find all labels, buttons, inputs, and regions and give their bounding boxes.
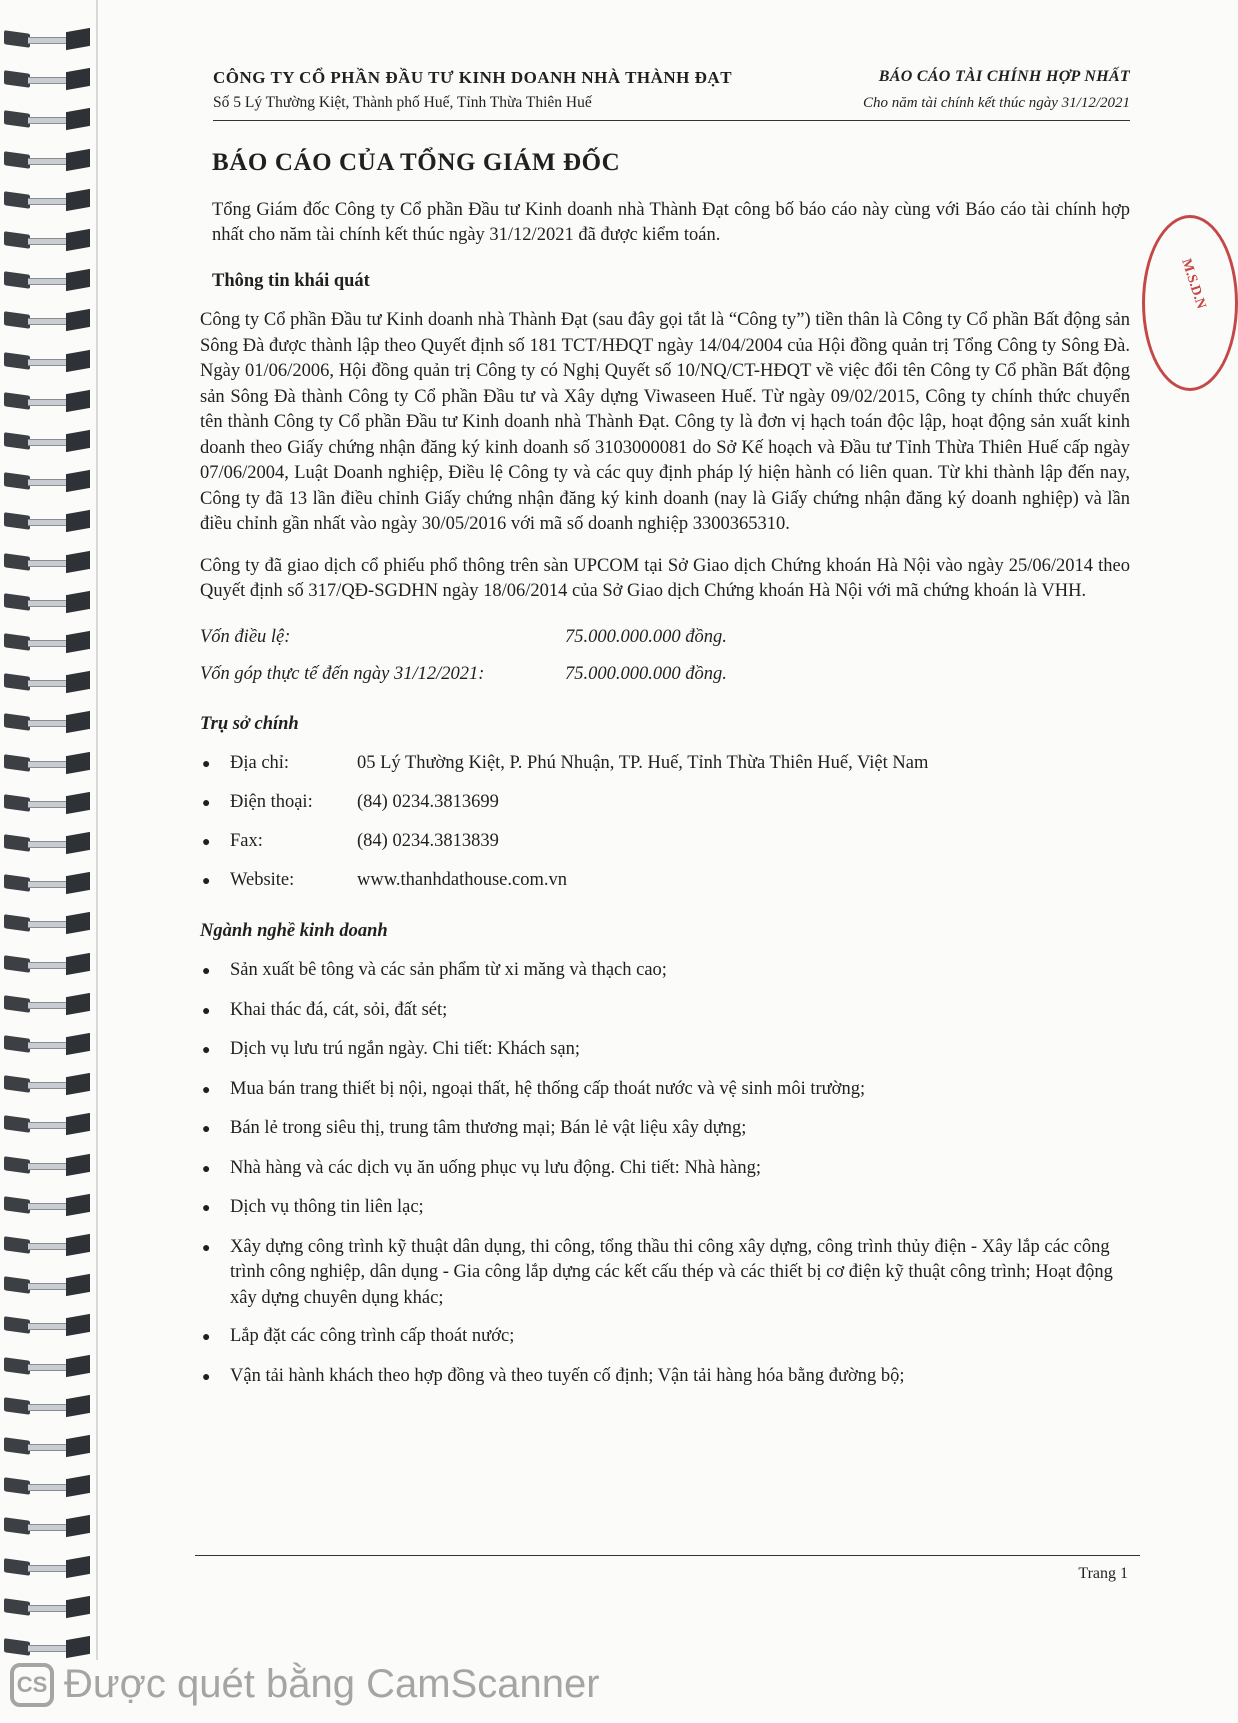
list-item-text: Vận tải hành khách theo hợp đồng và theo tuyến cố định; Vận tải hàng hóa bằng đường bộ;: [230, 1365, 905, 1386]
contact-label: Fax:: [230, 831, 263, 851]
bullet-icon: ●: [202, 796, 211, 811]
bullet-icon: ●: [202, 1240, 211, 1256]
bullet-icon: ●: [202, 1201, 211, 1216]
list-item: [200, 1116, 1130, 1143]
bullet-icon: ●: [202, 757, 211, 772]
binding-ring: [4, 752, 90, 774]
binding-ring: [4, 28, 90, 50]
bullet-icon: ●: [202, 1330, 211, 1345]
binding-ring: [4, 108, 90, 130]
list-item: [200, 1077, 1130, 1104]
list-item: [200, 751, 1130, 778]
list-item-text: Lắp đặt các công trình cấp thoát nước;: [230, 1326, 515, 1346]
list-item-text: Bán lẻ trong siêu thị, trung tâm thương mại; Bán lẻ vật liệu xây dựng;: [230, 1118, 747, 1138]
footer-divider: [195, 1555, 1140, 1556]
list-item: [200, 1195, 1130, 1222]
binding-ring: [4, 631, 90, 653]
binding-ring: [4, 953, 90, 975]
camscanner-logo-icon: CS: [10, 1663, 54, 1707]
company-name: CÔNG TY CỔ PHẦN ĐẦU TƯ KINH DOANH NHÀ THÀNH ĐẠT: [213, 68, 733, 87]
list-item: [200, 1037, 1130, 1064]
list-item-text: Xây dựng công trình kỹ thuật dân dụng, thi công, tổng thầu thi công xây dựng, công trình thủy điện - Xây lắp các công trình công nghiệp, dân dụng - Gia công lắp dựng các kết cấu thép và các thiết bị cơ điện kỹ thuật công trình; Hoạt động xây dựng chuyên dụng khác;: [230, 1236, 1113, 1308]
list-item-text: Mua bán trang thiết bị nội, ngoại thất, hệ thống cấp thoát nước và vệ sinh môi trường;: [230, 1078, 866, 1099]
list-item: [200, 790, 1130, 817]
binding-ring: [4, 832, 90, 854]
website-link[interactable]: www.thanhdathouse.com.vn: [357, 870, 567, 890]
binding-ring: [4, 1435, 90, 1457]
charter-capital-value: 75.000.000.000 đồng.: [565, 626, 727, 647]
charter-capital-label: Vốn điều lệ:: [200, 626, 291, 647]
bullet-icon: ●: [202, 964, 211, 979]
intro-paragraph: Tổng Giám đốc Công ty Cổ phần Đầu tư Kinh doanh nhà Thành Đạt công bố báo cáo này cùng với Báo cáo tài chính hợp nhất cho năm tài chính kết thúc ngày 31/12/2021 đã được kiểm toán.: [212, 199, 1130, 245]
list-item-text: Sản xuất bê tông và các sản phẩm từ xi măng và thạch cao;: [230, 960, 667, 980]
header-divider: [213, 120, 1130, 121]
bullet-icon: ●: [202, 1161, 211, 1177]
binding-ring: [4, 792, 90, 814]
document-title: BÁO CÁO CỦA TỔNG GIÁM ĐỐC: [212, 149, 621, 176]
list-item: [200, 1235, 1130, 1312]
paid-capital-label: Vốn góp thực tế đến ngày 31/12/2021:: [200, 664, 485, 684]
binding-ring: [4, 1073, 90, 1095]
binding-ring: [4, 1355, 90, 1377]
bullet-icon: ●: [202, 1122, 211, 1137]
list-item: [200, 998, 1130, 1025]
binding-ring: [4, 68, 90, 90]
camscanner-watermark: [10, 1662, 600, 1707]
paid-capital-row: [200, 662, 1130, 688]
camscanner-text: Được quét bằng CamScanner: [64, 1662, 600, 1706]
binding-ring: [4, 1194, 90, 1216]
binding-ring: [4, 591, 90, 613]
binding-ring: [4, 1033, 90, 1055]
report-title: BÁO CÁO TÀI CHÍNH HỢP NHẤT: [878, 68, 1130, 85]
listing-paragraph: Công ty đã giao dịch cổ phiếu phổ thông trên sàn UPCOM tại Sở Giao dịch Chứng khoán Hà Nội vào ngày 25/06/2014 theo Quyết định số 317/QĐ-SGDHN ngày 18/06/2014 của Sở Giao dịch Chứng khoán Hà Nội với mã chứng khoán là VHH.: [200, 555, 1130, 601]
binding-ring: [4, 1113, 90, 1135]
list-item: [200, 1324, 1130, 1351]
binding-ring: [4, 1274, 90, 1296]
list-item-text: Dịch vụ lưu trú ngắn ngày. Chi tiết: Khách sạn;: [230, 1039, 580, 1059]
binding-ring: [4, 1515, 90, 1537]
contact-label: Điện thoại:: [230, 792, 313, 812]
business-lines-heading: Ngành nghề kinh doanh: [200, 920, 388, 941]
binding-ring: [4, 671, 90, 693]
binding-ring: [4, 1475, 90, 1497]
stamp-text: M.S.D.N: [1178, 256, 1209, 311]
paid-capital-value: 75.000.000.000 đồng.: [565, 664, 727, 684]
binding-ring: [4, 510, 90, 532]
list-item: [200, 958, 1130, 985]
page-number: Trang 1: [1078, 1565, 1128, 1582]
general-info-heading: Thông tin khái quát: [212, 270, 370, 291]
list-item: [200, 829, 1130, 856]
charter-capital-row: [200, 625, 1130, 651]
binding-ring: [4, 350, 90, 372]
binding-ring: [4, 390, 90, 412]
binding-ring: [4, 1234, 90, 1256]
business-lines-list: [200, 958, 1130, 1390]
company-address: Số 5 Lý Thường Kiệt, Thành phố Huế, Tỉnh Thừa Thiên Huế: [213, 94, 592, 111]
binding-ring: [4, 430, 90, 452]
binding-ring: [4, 229, 90, 251]
red-seal-stamp: [1142, 215, 1238, 391]
binding-ring: [4, 1636, 90, 1658]
contact-label: Địa chỉ:: [230, 753, 290, 773]
page-header: [213, 68, 1130, 112]
binding-ring: [4, 1314, 90, 1336]
bullet-icon: ●: [202, 874, 211, 889]
binding-ring: [4, 993, 90, 1015]
bullet-icon: ●: [202, 835, 211, 850]
binding-ring: [4, 189, 90, 211]
bullet-icon: ●: [202, 1043, 211, 1058]
binding-ring: [4, 711, 90, 733]
contact-value: (84) 0234.3813699: [357, 792, 499, 812]
bullet-icon: ●: [202, 1369, 211, 1385]
list-item: [200, 1156, 1130, 1183]
list-item-text: Nhà hàng và các dịch vụ ăn uống phục vụ lưu động. Chi tiết: Nhà hàng;: [230, 1157, 761, 1178]
binding-ring: [4, 1596, 90, 1618]
binding-ring: [4, 470, 90, 492]
contact-label: Website:: [230, 870, 295, 890]
report-period: Cho năm tài chính kết thúc ngày 31/12/2021: [862, 95, 1130, 111]
page-edge: [96, 0, 98, 1660]
list-item-text: Dịch vụ thông tin liên lạc;: [230, 1197, 424, 1217]
bullet-icon: ●: [202, 1003, 211, 1019]
binding-ring: [4, 912, 90, 934]
head-office-list: [200, 751, 1130, 895]
binding-ring: [4, 872, 90, 894]
binding-ring: [4, 149, 90, 171]
contact-value: 05 Lý Thường Kiệt, P. Phú Nhuận, TP. Huế, Tỉnh Thừa Thiên Huế, Việt Nam: [357, 753, 929, 773]
list-item: [200, 868, 1130, 895]
list-item: [200, 1364, 1130, 1391]
contact-value: (84) 0234.3813839: [357, 831, 499, 851]
binding-ring: [4, 1556, 90, 1578]
binding-ring: [4, 1395, 90, 1417]
document-body: [200, 150, 1130, 1403]
list-item-text: Khai thác đá, cát, sỏi, đất sét;: [230, 999, 448, 1020]
binding-ring: [4, 1154, 90, 1176]
head-office-heading: Trụ sở chính: [200, 713, 299, 734]
general-info-paragraph: Công ty Cổ phần Đầu tư Kinh doanh nhà Thành Đạt (sau đây gọi tắt là “Công ty”) tiền thân là Công ty Cổ phần Bất động sản Sông Đà được thành lập theo Quyết định số 181 TCT/HĐQT ngày 14/04/2004 của Hội đồng quản trị Tổng Công ty Sông Đà. Ngày 01/06/2006, Hội đồng quản trị Công ty có Nghị Quyết số 10/NQ/CT-HĐQT về việc đổi tên Công ty Cổ phần Bất động sản Sông Đà thành Công ty Cổ phần Đầu tư và Xây dựng Viwaseen Huế. Từ ngày 09/02/2015, Công ty chính thức chuyển tên thành Công ty Cổ phần Đầu tư Kinh doanh nhà Thành Đạt. Công ty là đơn vị hạch toán độc lập, hoạt động sản xuất kinh doanh theo Giấy chứng nhận đăng ký kinh doanh số 3103000081 do Sở Kế hoạch và Đầu tư Tỉnh Thừa Thiên Huế cấp ngày 07/06/2004, Luật Doanh nghiệp, Điều lệ Công ty và các quy định pháp lý hiện hành có liên quan. Từ khi thành lập đến nay, Công ty đã 13 lần điều chỉnh Giấy chứng nhận đăng ký kinh doanh (nay là Giấy chứng nhận đăng ký doanh nghiệp) và lần điều chỉnh gần nhất vào ngày 30/05/2016 với mã số doanh nghiệp 3300365310.: [200, 310, 1130, 534]
binding-ring: [4, 551, 90, 573]
bullet-icon: ●: [202, 1082, 211, 1098]
spiral-binding: [0, 0, 95, 1660]
binding-ring: [4, 269, 90, 291]
binding-ring: [4, 309, 90, 331]
